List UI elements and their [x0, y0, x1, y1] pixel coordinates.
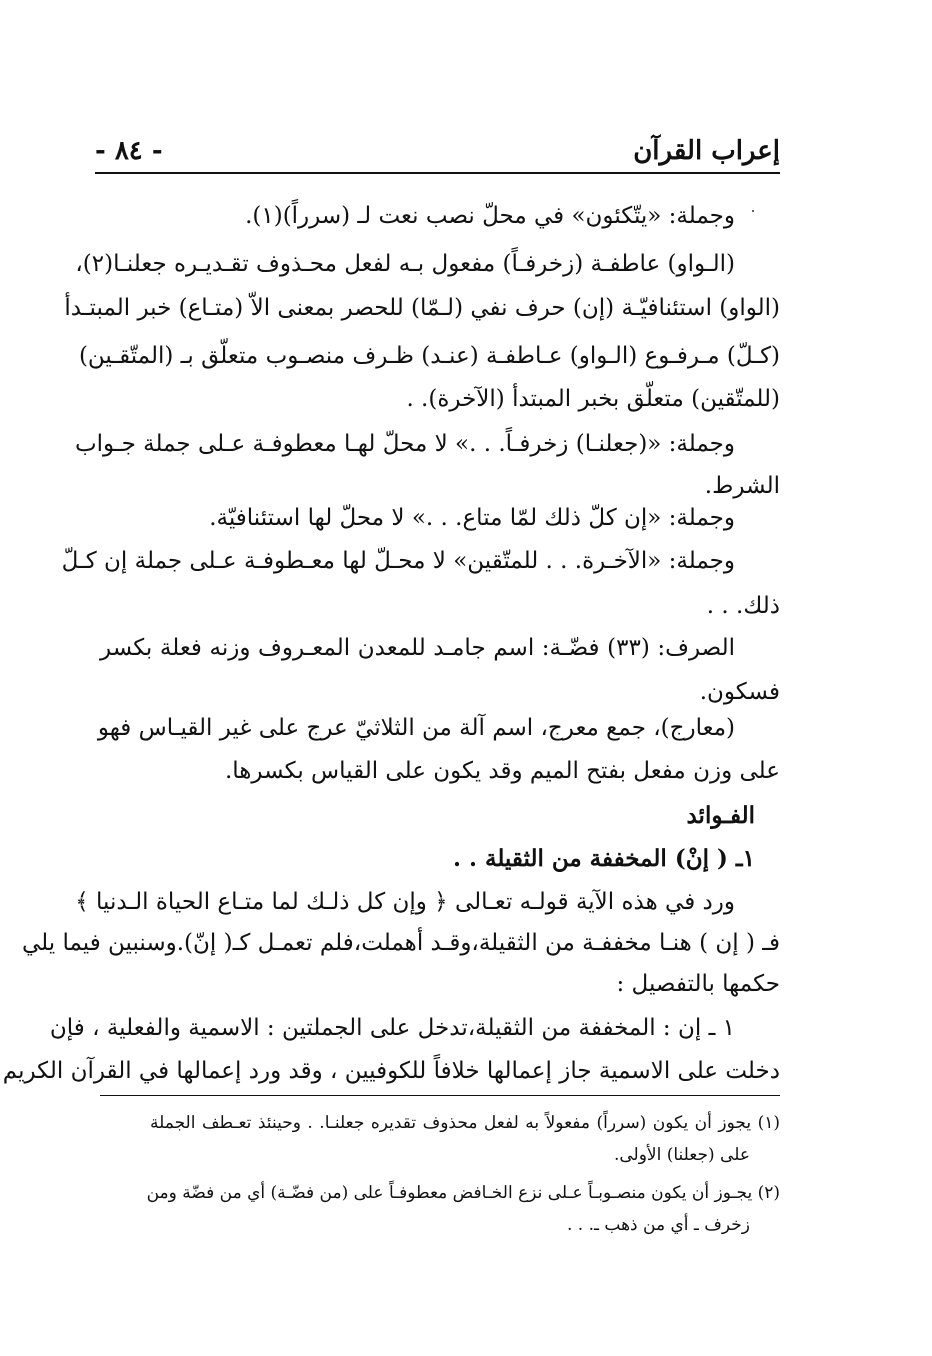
body-line: وجملة: «الآخـرة. . . للمتّقين» لا محـلّ لها معـطوفـة عـلى جملة إن كـلّ	[61, 548, 735, 574]
footnote-line: (١) يجوز أن يكون (سرراً) مفعولاً به لفعل محذوف تقديره جعلنـا. . وحينئذ تعـطف الجملة	[150, 1113, 780, 1133]
footnote-line: على (جعلنا) الأولى.	[613, 1145, 750, 1165]
page-header	[95, 128, 780, 174]
page-number: - ٨٤ -	[95, 136, 163, 166]
body-line: (الـواو) عاطفـة (زخرفـاً) مفعول بـه لفعل محـذوف تقـديـره جعلنـا(٢)،	[75, 251, 735, 277]
body-line: ذلك. . .	[706, 593, 780, 619]
body-line: ١ ـ إن : المخففة من الثقيلة،تدخل على الجملتين : الاسمية والفعلية ، فإن	[49, 1015, 735, 1041]
body-line: (كـلّ) مـرفـوع (الـواو) عـاطفـة (عنـد) ظـرف منصـوب متعلّق بـ (المتّقـين)	[78, 343, 780, 369]
body-line: وجملة: «(جعلنـا) زخرفـاً. . .» لا محلّ لهـا معطوفـة عـلى جملة جـواب	[74, 431, 735, 457]
body-line: وجملة: «إن كلّ ذلك لمّا متاع. . .» لا محلّ لها استئنافيّة.	[209, 505, 735, 531]
subsection-heading: ١ـ ( إنْ) المخففة من الثقيلة . .	[452, 845, 755, 872]
footnote-line: (٢) يجـوز أن يكون منصـوبـاً عـلى نزع الخـافض معطوفـاً على (من فضّـة) أي من فضّة ومن	[146, 1183, 780, 1203]
body-line: دخلت على الاسمية جاز إعمالها خلافاً للكوفيين ، وقد ورد إعمالها في القرآن الكريم	[2, 1058, 780, 1084]
body-line: وجملة: «يتّكئون» في محلّ نصب نعت لـ (سرراً)(١).	[245, 203, 735, 229]
body-line: (للمتّقين) متعلّق بخبر المبتدأ (الآخرة). .	[406, 386, 780, 412]
running-title: إعراب القرآن	[633, 136, 780, 166]
footnote-separator	[100, 1095, 780, 1096]
footnote-line: زخرف ـ أي من ذهب ـ. . .	[566, 1215, 750, 1235]
body-line: ورد في هذه الآية قولـه تعـالى ﴿ وإن كل ذلـك لما متـاع الحياة الـدنيا ﴾	[75, 889, 735, 915]
body-line: على وزن مفعل بفتح الميم وقد يكون على القياس بكسرها.	[224, 758, 780, 784]
body-line: (الواو) استئنافيّـة (إن) حرف نفي (لـمّا) للحصر بمعنى الاّ (متـاع) خبر المبتـدأ	[64, 295, 780, 321]
section-heading: الفـوائد	[686, 802, 755, 829]
body-line: فـ ( إن ) هنـا مخففـة من الثقيلة،وقـد أهملت،فلم تعمـل كـ( إنّ).وسنبين فيما يلي	[21, 930, 780, 956]
body-line: فسكون.	[699, 679, 780, 705]
body-line: الصرف: (٣٣) فضّـة: اسم جامـد للمعدن المعـروف وزنه فعلة بكسر	[100, 635, 735, 661]
body-line: الشرط.	[704, 473, 780, 499]
body-line: حكمها بالتفصيل :	[616, 971, 780, 997]
body-line: (معارج)، جمع معرج، اسم آلة من الثلاثيّ عرج على غير القيـاس فهو	[97, 715, 735, 741]
